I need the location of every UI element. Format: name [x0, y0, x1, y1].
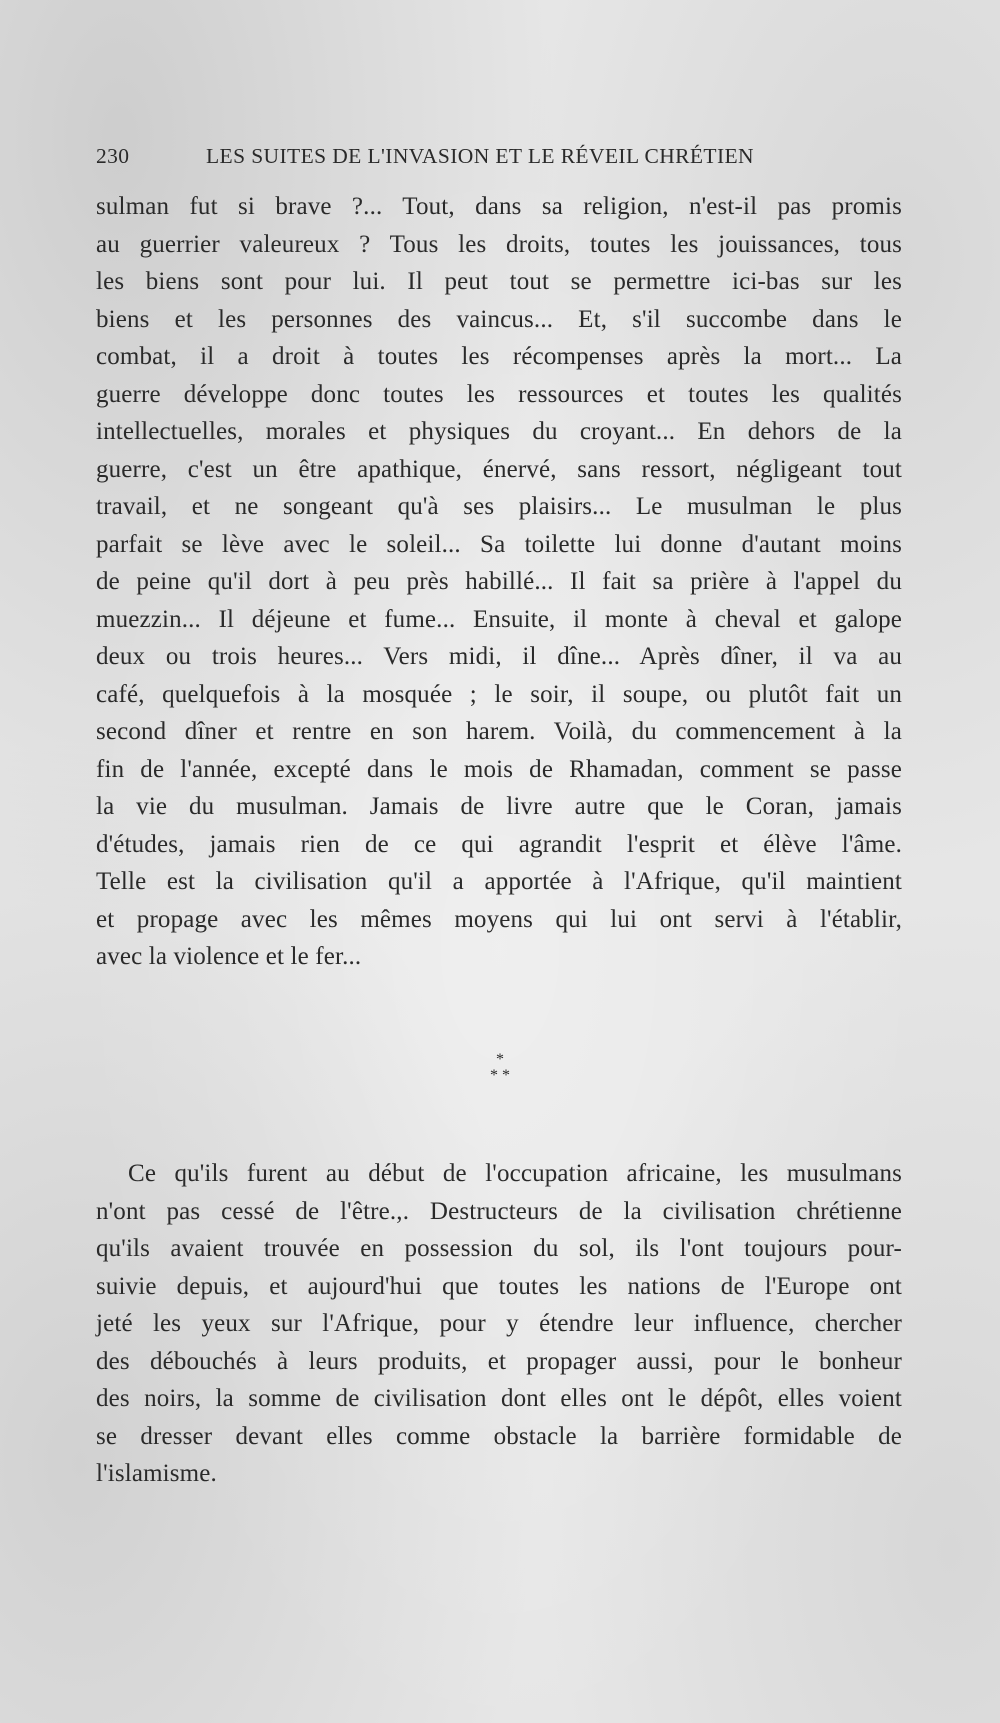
text-line: fin de l'année, excepté dans le mois de Rhamadan, comment se passe: [96, 755, 902, 783]
asterism-separator: [470, 1052, 530, 1100]
text-line: Telle est la civilisation qu'il a apportée à l'Afrique, qu'il maintient: [96, 868, 902, 895]
text-line: guerre développe donc toutes les ressources et toutes les qualités: [96, 380, 902, 408]
text-line: parfait se lève avec le soleil... Sa toilette lui donne d'autant moins: [96, 530, 902, 558]
text-line: se dresser devant elles comme obstacle la barrière formidable de: [96, 1422, 902, 1450]
text-line: muezzin... Il déjeune et fume... Ensuite, il monte à cheval et galope: [96, 605, 902, 633]
text-line: sulman fut si brave ?... Tout, dans sa religion, n'est-il pas promis: [96, 193, 902, 220]
text-line: guerre, c'est un être apathique, énervé, sans ressort, négligeant tout: [96, 455, 902, 483]
text-line: au guerrier valeureux ? Tous les droits, toutes les jouissances, tous: [96, 230, 902, 258]
text-line: combat, il a droit à toutes les récompenses après la mort... La: [96, 343, 902, 370]
text-line: jeté les yeux sur l'Afrique, pour y étendre leur influence, chercher: [96, 1310, 902, 1337]
text-line: second dîner et rentre en son harem. Voilà, du commencement à la: [96, 718, 902, 745]
asterism-top: *: [496, 1051, 504, 1068]
text-line: intellectuelles, morales et physiques du croyant... En dehors de la: [96, 418, 902, 445]
text-line: et propage avec les mêmes moyens qui lui ont servi à l'établir,: [96, 905, 902, 933]
text-line: Ce qu'ils furent au début de l'occupation africaine, les musulmans: [128, 1160, 902, 1187]
text-line: avec la violence et le fer...: [96, 943, 362, 970]
text-line: qu'ils avaient trouvée en possession du sol, ils l'ont toujours pour-: [96, 1235, 902, 1262]
text-line: café, quelquefois à la mosquée ; le soir, il soupe, ou plutôt fait un: [96, 680, 902, 708]
asterism-bottom: * *: [490, 1067, 510, 1084]
text-line: d'études, jamais rien de ce qui agrandit l'esprit et élève l'âme.: [96, 830, 902, 858]
text-line: biens et les personnes des vaincus... Et, s'il succombe dans le: [96, 305, 902, 333]
text-line: deux ou trois heures... Vers midi, il dîne... Après dîner, il va au: [96, 643, 902, 670]
text-line: n'ont pas cessé de l'être.,. Destructeurs de la civilisation chrétienne: [96, 1197, 902, 1225]
text-line: l'islamisme.: [96, 1460, 217, 1487]
running-head: [96, 144, 816, 174]
page-number: 230: [96, 144, 130, 168]
paragraph-1: [96, 188, 902, 976]
text-line: les biens sont pour lui. Il peut tout se permettre ici-bas sur les: [96, 268, 902, 295]
text-line: suivie depuis, et aujourd'hui que toutes les nations de l'Europe ont: [96, 1272, 902, 1300]
text-line: de peine qu'il dort à peu près habillé... Il fait sa prière à l'appel du: [96, 568, 902, 595]
paragraph-2: [96, 1155, 902, 1493]
text-line: des noirs, la somme de civilisation dont elles ont le dépôt, elles voient: [96, 1385, 902, 1412]
running-title: LES SUITES DE L'INVASION ET LE RÉVEIL CHRÉTIEN: [206, 144, 754, 168]
text-line: des débouchés à leurs produits, et propager aussi, pour le bonheur: [96, 1347, 902, 1375]
text-line: travail, et ne songeant qu'à ses plaisirs... Le musulman le plus: [96, 493, 902, 520]
text-line: la vie du musulman. Jamais de livre autre que le Coran, jamais: [96, 793, 902, 820]
